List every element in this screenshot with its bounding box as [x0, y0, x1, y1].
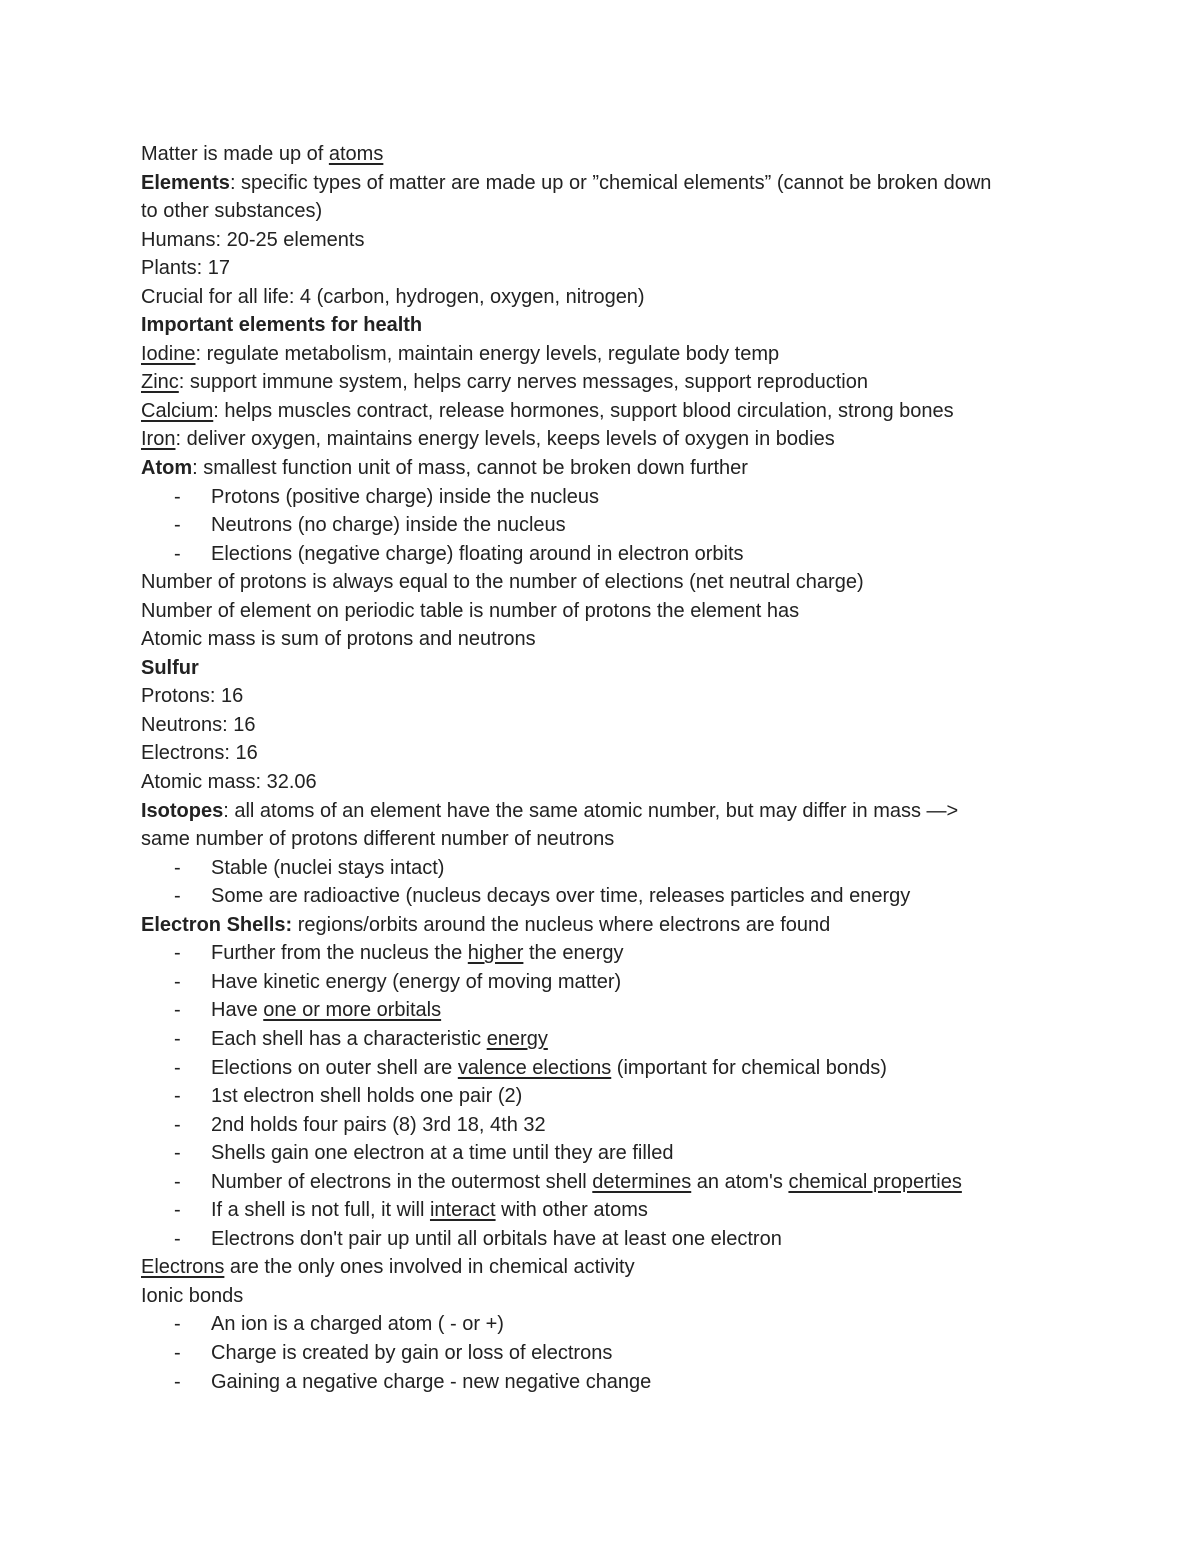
bullet-dash: -: [174, 970, 181, 993]
isotopes-definition: : all atoms of an element have the same atomic number, but may differ in mass —>: [223, 799, 959, 822]
elements-line-2: to other substances): [141, 200, 323, 223]
bullet-text: Each shell has a characteristic: [211, 1027, 487, 1050]
list-item: [141, 483, 1101, 512]
list-item: [141, 1139, 1101, 1168]
atom-term: Atom: [141, 457, 193, 480]
iron-term: Iron: [141, 428, 176, 451]
bullet-dash: -: [174, 1199, 181, 1222]
list-item: [141, 939, 1101, 968]
list-item: [141, 1111, 1101, 1140]
isotopes-term: Isotopes: [141, 799, 224, 822]
underlined-text: valence elections: [457, 1056, 612, 1079]
list-item: [141, 1025, 1101, 1054]
zinc-term: Zinc: [141, 371, 179, 394]
bullet-text: the energy: [523, 942, 624, 965]
underlined-text: chemical properties: [788, 1170, 962, 1193]
list-item: [141, 996, 1101, 1025]
iodine-term: Iodine: [141, 342, 196, 365]
bullet-text: Gaining a negative charge - new negative change: [211, 1370, 652, 1393]
bullet-dash: -: [174, 1056, 181, 1079]
elements-line-1: [141, 169, 1101, 198]
bullet-text: Have kinetic energy (energy of moving matter): [211, 970, 622, 993]
health-heading: Important elements for health: [141, 314, 423, 337]
zinc-desc: : support immune system, helps carry nerves messages, support reproduction: [178, 371, 868, 394]
bullet-text: Neutrons (no charge) inside the nucleus: [211, 514, 566, 537]
plants-line: Plants: 17: [141, 257, 230, 280]
sulfur-neutrons: Neutrons: 16: [141, 713, 256, 736]
bullet-text: An ion is a charged atom ( - or +): [211, 1313, 504, 1336]
bullet-dash: -: [174, 1170, 181, 1193]
elements-definition: : specific types of matter are made up or ”chemical elements” (cannot be broken down: [229, 171, 992, 194]
bullet-dash: -: [174, 1313, 181, 1336]
bullet-text: Protons (positive charge) inside the nucleus: [211, 485, 599, 508]
sulfur-protons: Protons: 16: [141, 685, 244, 708]
bullet-text: Electrons don't pair up until all orbitals have at least one electron: [211, 1227, 782, 1250]
health-item-iron: [141, 425, 1101, 454]
bullet-dash: -: [174, 885, 181, 908]
sulfur-electrons: Electrons: 16: [141, 742, 258, 765]
isotopes-line-1: [141, 797, 1101, 826]
health-item-calcium: [141, 397, 1101, 426]
bullet-text: Shells gain one electron at a time until they are filled: [211, 1142, 674, 1165]
underlined-text: one or more orbitals: [263, 999, 442, 1022]
atom-definition: : smallest function unit of mass, cannot be broken down further: [192, 457, 748, 480]
health-item-iodine: [141, 340, 1101, 369]
fact-line: Number of protons is always equal to the number of elections (net neutral charge): [141, 571, 864, 594]
calcium-term: Calcium: [141, 399, 214, 422]
shells-term: Electron Shells:: [141, 913, 293, 936]
list-item: [141, 1368, 1101, 1397]
list-item: [141, 1310, 1101, 1339]
bullet-dash: -: [174, 1027, 181, 1050]
list-item: [141, 1339, 1101, 1368]
health-item-zinc: [141, 368, 1101, 397]
list-item: [141, 1196, 1101, 1225]
bullet-text: Elections on outer shell are: [211, 1056, 458, 1079]
notes-body: [141, 140, 1101, 1396]
bullet-dash: -: [174, 999, 181, 1022]
electrons-line: [141, 1253, 1101, 1282]
list-item: [141, 882, 1101, 911]
electrons-term: Electrons: [141, 1256, 225, 1279]
ionic-heading: Ionic bonds: [141, 1284, 244, 1307]
list-item: [141, 1168, 1101, 1197]
bullet-dash: -: [174, 542, 181, 565]
iodine-desc: : regulate metabolism, maintain energy levels, regulate body temp: [195, 342, 780, 365]
bullet-text: (important for chemical bonds): [611, 1056, 887, 1079]
crucial-line: Crucial for all life: 4 (carbon, hydrogen, oxygen, nitrogen): [141, 285, 645, 308]
atom-line: [141, 454, 1101, 483]
bullet-text: If a shell is not full, it will: [211, 1199, 430, 1222]
bullet-dash: -: [174, 1113, 181, 1136]
humans-line: Humans: 20-25 elements: [141, 228, 365, 251]
bullet-text: Stable (nuclei stays intact): [211, 856, 445, 879]
fact-line: Atomic mass is sum of protons and neutrons: [141, 628, 536, 651]
bullet-text: Have: [211, 999, 264, 1022]
bullet-dash: -: [174, 485, 181, 508]
calcium-desc: : helps muscles contract, release hormones, support blood circulation, strong bones: [213, 399, 954, 422]
bullet-text: Number of electrons in the outermost shell: [211, 1170, 593, 1193]
iron-desc: : deliver oxygen, maintains energy levels, keeps levels of oxygen in bodies: [175, 428, 835, 451]
atoms-underlined: atoms: [328, 143, 384, 165]
fact-line: Number of element on periodic table is number of protons the element has: [141, 599, 800, 622]
bullet-dash: -: [174, 1370, 181, 1393]
bullet-text: Further from the nucleus the: [211, 942, 468, 965]
bullet-text: an atom's: [691, 1170, 789, 1193]
matter-line: [141, 140, 1101, 169]
list-item: [141, 854, 1101, 883]
bullet-text: with other atoms: [495, 1199, 648, 1222]
bullet-text: 1st electron shell holds one pair (2): [211, 1085, 523, 1108]
underlined-text: interact: [429, 1199, 496, 1222]
bullet-dash: -: [174, 1341, 181, 1364]
underlined-text: energy: [486, 1027, 548, 1050]
bullet-dash: -: [174, 1085, 181, 1108]
shells-definition: regions/orbits around the nucleus where electrons are found: [292, 913, 831, 936]
electrons-text: are the only ones involved in chemical activity: [224, 1256, 635, 1279]
underlined-text: determines: [592, 1170, 692, 1193]
list-item: [141, 511, 1101, 540]
list-item: [141, 1082, 1101, 1111]
bullet-dash: -: [174, 1142, 181, 1165]
list-item: [141, 1225, 1101, 1254]
bullet-dash: -: [174, 856, 181, 879]
list-item: [141, 540, 1101, 569]
isotopes-line-2: same number of protons different number of neutrons: [141, 828, 615, 851]
elements-term: Elements: [141, 171, 230, 194]
bullet-text: 2nd holds four pairs (8) 3rd 18, 4th 32: [211, 1113, 546, 1136]
bullet-text: Charge is created by gain or loss of electrons: [211, 1341, 613, 1364]
bullet-dash: -: [174, 1227, 181, 1250]
list-item: [141, 968, 1101, 997]
bullet-text: Elections (negative charge) floating around in electron orbits: [211, 542, 744, 565]
sulfur-mass: Atomic mass: 32.06: [141, 771, 317, 794]
sulfur-heading: Sulfur: [141, 656, 199, 679]
matter-text: Matter is made up of: [141, 143, 329, 165]
bullet-dash: -: [174, 942, 181, 965]
list-item: [141, 1054, 1101, 1083]
underlined-text: higher: [467, 942, 524, 965]
bullet-dash: -: [174, 514, 181, 537]
shells-line: [141, 911, 1101, 940]
bullet-text: Some are radioactive (nucleus decays over time, releases particles and energy: [211, 885, 911, 908]
